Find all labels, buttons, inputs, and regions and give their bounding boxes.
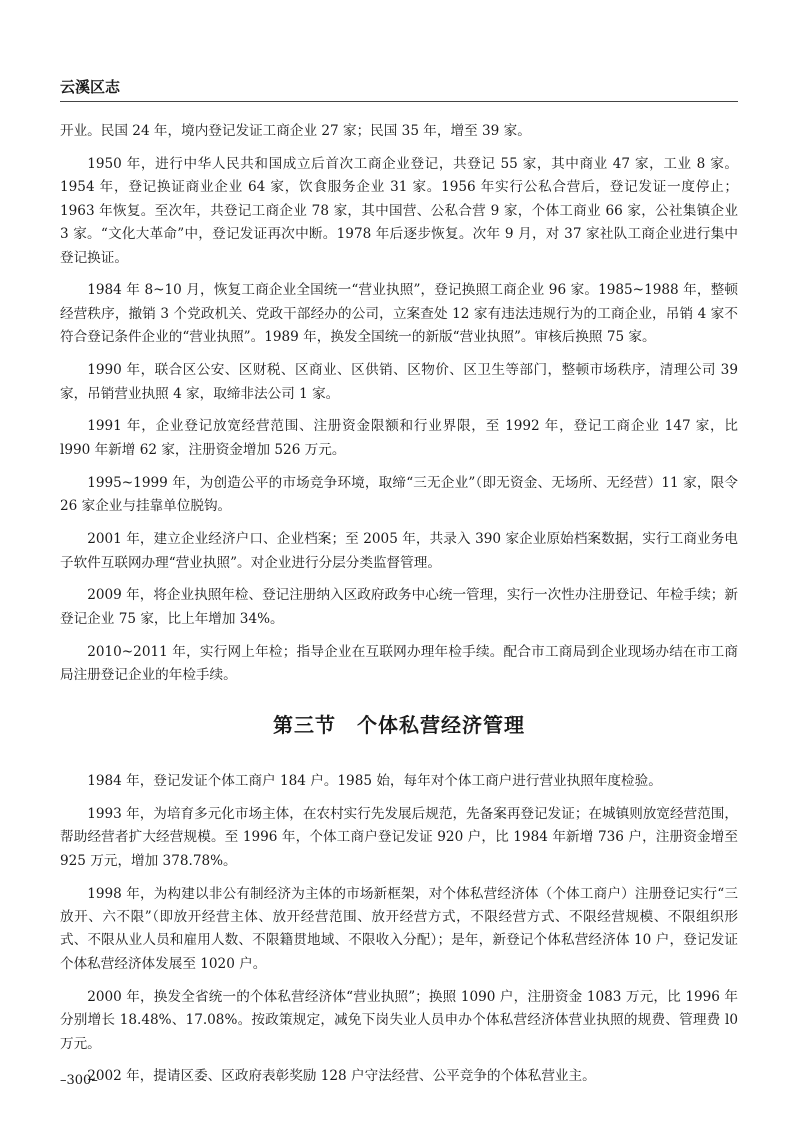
page-body	[60, 120, 738, 1098]
paragraph: 开业。民国 24 年，境内登记发证工商企业 27 家；民国 35 年，增至 39 家。	[60, 123, 531, 139]
paragraph: 2010~2011 年，实行网上年检；指导企业在互联网办理年检手续。配合市工商局到企业现场办结在市工商局注册登记企业的年检手续。	[60, 643, 738, 684]
section-title: 第三节 个体私营经济管理	[273, 712, 525, 737]
paragraph: 1984 年，登记发证个体工商户 184 户。1985 始，每年对个体工商户进行营业执照年度检验。	[87, 772, 662, 789]
paragraph: 2001 年，建立企业经济户口、企业档案；至 2005 年，共录入 390 家企业原始档案数据，实行工商业务电子软件互联网办理“营业执照”。对企业进行分层分类监督管理。	[60, 531, 738, 571]
paragraph: 2000 年，换发全省统一的个体私营经济体“营业执照”；换照 1090 户，注册资金 1083 万元，比 1996 年分别增长 18.48%、17.08%。按政策规定，减免下岗失业人员申办个体私营经济体营业执照的规费、管理费 l0 万元。	[60, 988, 738, 1052]
paragraph: 1990 年，联合区公安、区财税、区商业、区供销、区物价、区卫生等部门，整顿市场秩序，清理公司 39 家，吊销营业执照 4 家，取缔非法公司 1 家。	[60, 362, 738, 402]
paragraph: 1998 年，为构建以非公有制经济为主体的市场新框架，对个体私营经济体（个体工商户）注册登记实行“三放开、六不限”（即放开经营主体、放开经营范围、放开经营方式，不限经营方式、不限经营规模、不限组织形式、不限从业人员和雇用人数、不限籍贯地域、不限收入分配）；是年，新登记个体私营经济体 10 户，登记发证个体私营经济体发展至 1020 户。	[60, 885, 738, 972]
paragraph: 2002 年，提请区委、区政府表彰奖励 128 户守法经营、公平竞争的个体私营业主。	[87, 1068, 596, 1085]
paragraph: 1993 年，为培育多元化市场主体，在农村实行先发展后规范，先备案再登记发证；在城镇则放宽经营范围，帮助经营者扩大经营规模。至 1996 年，个体工商户登记发证 920 户，比 1984 年新增 736 户，注册资金增至 925 万元，增加 378.78%。	[60, 805, 738, 869]
paragraph: 1991 年，企业登记放宽经营范围、注册资金限额和行业界限，至 1992 年，登记工商企业 147 家，比 l990 年新增 62 家，注册资金增加 526 万元。	[60, 418, 738, 458]
running-header: 云溪区志	[60, 78, 121, 96]
header-divider	[60, 101, 738, 102]
page-number: –300–	[60, 1073, 98, 1088]
paragraph: 1984 年 8~10 月，恢复工商企业全国统一“营业执照”，登记换照工商企业 96 家。1985~1988 年，整顿经营秩序，撤销 3 个党政机关、党政干部经办的公司，立案查处 12 家有违法违规行为的工商企业，吊销 4 家不符合登记条件企业的“营业执照”。1989 年，换发全国统一的新版“营业执照”。审核后换照 75 家。	[60, 282, 738, 346]
paragraph: 1950 年，进行中华人民共和国成立后首次工商企业登记，共登记 55 家，其中商业 47 家，工业 8 家。1954 年，登记换证商业企业 64 家，饮食服务企业 31 家。1956 年实行公私合营后，登记发证一度停止；1963 年恢复。至次年，共登记工商企业 78 家，其中国营、公私合营 9 家，个体工商业 66 家，公社集镇企业 3 家。“文化大革命”中，登记发证再次中断。1978 年后逐步恢复。次年 9 月，对 37 家社队工商企业进行集中登记换证。	[60, 155, 738, 266]
paragraph: 1995~1999 年，为创造公平的市场竞争环境，取缔“三无企业”（即无资金、无场所、无经营）11 家，限令 26 家企业与挂靠单位脱钩。	[60, 474, 738, 515]
paragraph: 2009 年，将企业执照年检、登记注册纳入区政府政务中心统一管理，实行一次性办注册登记、年检手续；新登记企业 75 家，比上年增加 34%。	[60, 587, 738, 627]
